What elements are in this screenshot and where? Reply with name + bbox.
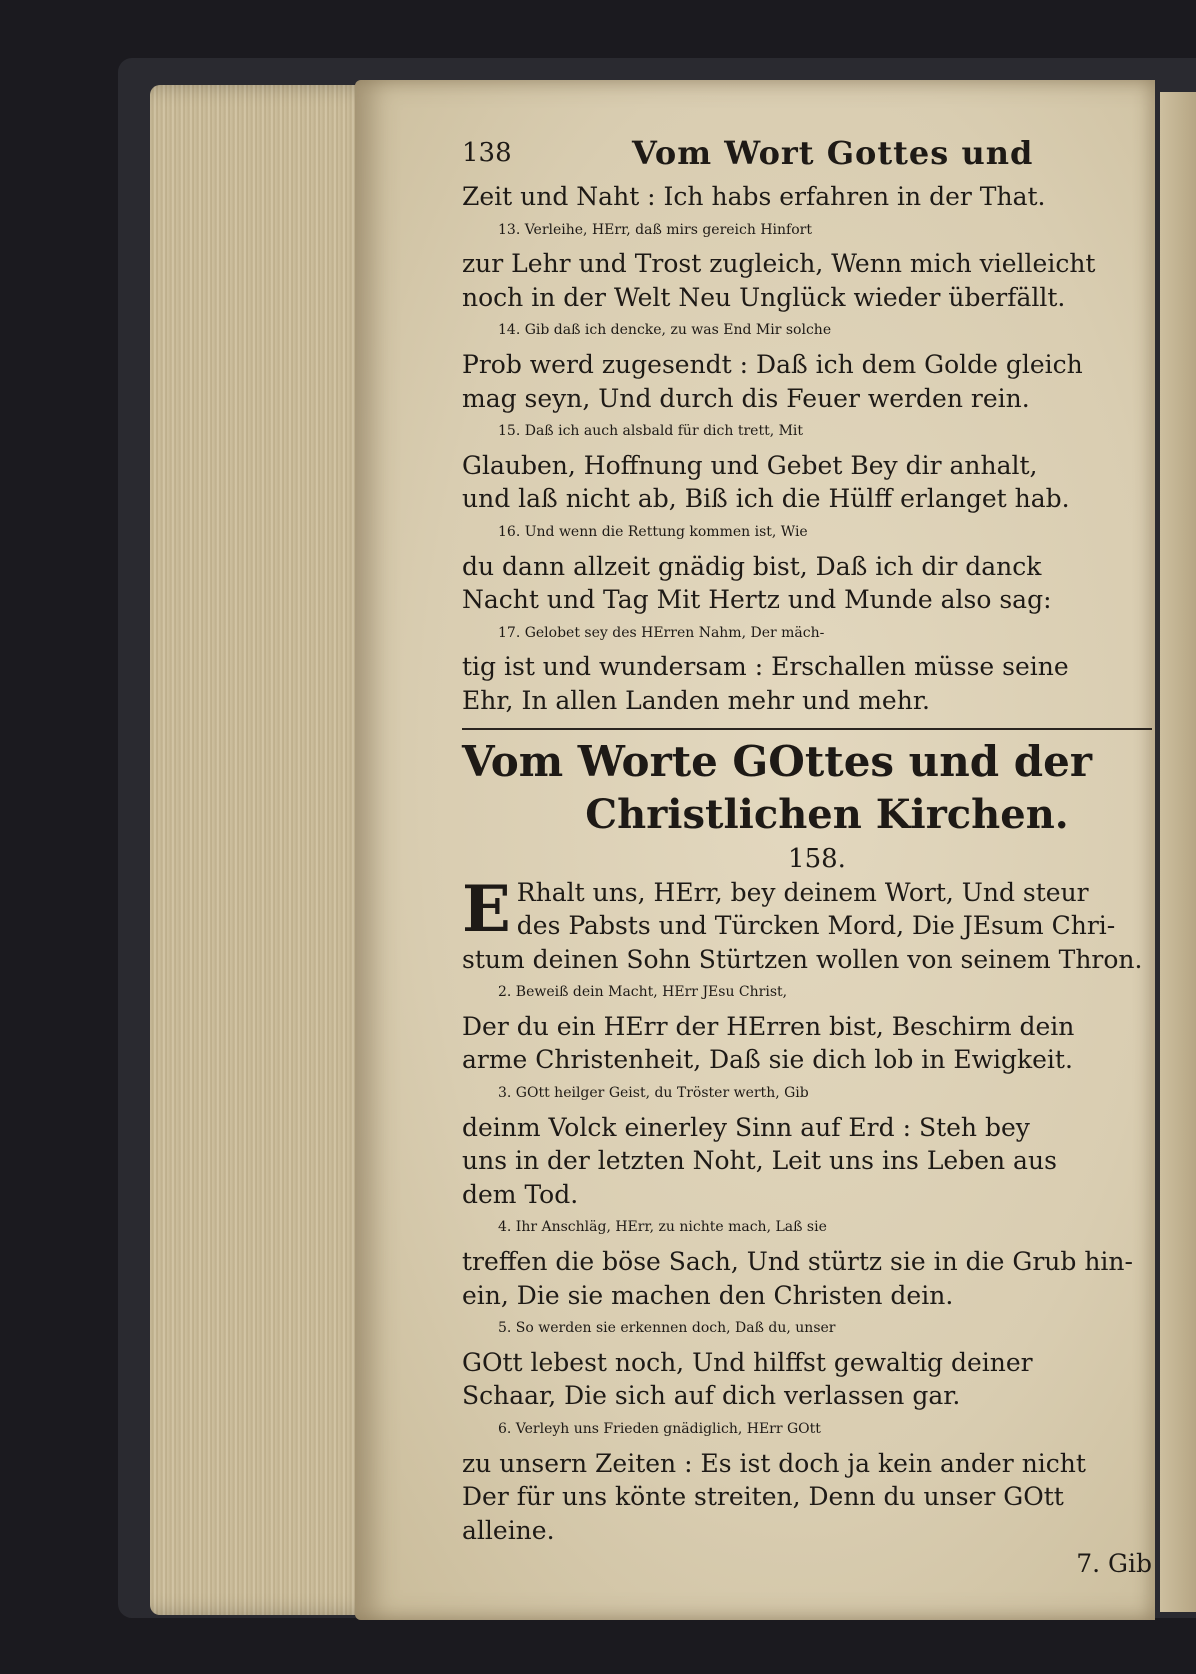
text-line: treffen die böse Sach, Und stürtz sie in die Grub hin-	[462, 1247, 1133, 1277]
text-line: alleine.	[462, 1515, 555, 1545]
text-line: Zeit und Naht : Ich habs erfahren in der That.	[462, 182, 1046, 211]
page-text	[462, 128, 1152, 1581]
text-line: mag seyn, Und durch dis Feuer werden rein.	[462, 383, 1030, 413]
text-line: uns in der letzten Noht, Leit uns ins Leben aus	[462, 1146, 1057, 1176]
section-title: Vom Worte GOttes und der	[462, 736, 1092, 786]
facing-page-edge	[1160, 92, 1196, 1612]
section-divider	[462, 728, 1152, 730]
text-line: noch in der Welt Neu Unglück wieder überfällt.	[462, 282, 1066, 312]
page-number: 138	[462, 138, 512, 168]
catchword-row	[462, 1547, 1152, 1581]
text-line: Nacht und Tag Mit Hertz und Munde also sag:	[462, 585, 1052, 615]
text-line: 6. Verleyh uns Frieden gnädiglich, HErr GOtt	[498, 1421, 821, 1437]
text-line: zu unsern Zeiten : Es ist doch ja kein ander nicht	[462, 1448, 1086, 1478]
text-line: 13. Verleihe, HErr, daß mirs gereich Hinfort	[498, 221, 812, 238]
text-line: arme Christenheit, Daß sie dich lob in Ewigkeit.	[462, 1045, 1073, 1075]
text-line: ein, Die sie machen den Christen dein.	[462, 1280, 954, 1310]
hymn-opening	[462, 871, 1152, 947]
text-line: stum deinen Sohn Stürtzen wollen von seinem Thron.	[462, 944, 1143, 974]
text-line: dem Tod.	[462, 1179, 579, 1209]
catchword: 7. Gib	[1076, 1549, 1152, 1579]
drop-cap: E	[462, 871, 511, 947]
running-title: Vom Wort Gottes und	[632, 134, 1034, 172]
page-header	[462, 128, 1152, 180]
text-line: 14. Gib daß ich dencke, zu was End Mir solche	[498, 322, 832, 339]
text-line: zur Lehr und Trost zugleich, Wenn mich vielleicht	[462, 249, 1096, 279]
hymn-line: Rhalt uns, HErr, bey deinem Wort, Und steur	[516, 877, 1089, 907]
text-line: Ehr, In allen Landen mehr und mehr.	[462, 685, 930, 715]
text-line: 3. GOtt heilger Geist, du Tröster werth, Gib	[498, 1085, 809, 1102]
hymn-line: des Pabsts und Türcken Mord, Die JEsum Chri-	[516, 911, 1116, 941]
text-line: Der für uns könte streiten, Denn du unser GOtt	[462, 1482, 1064, 1512]
text-line: Schaar, Die sich auf dich verlassen gar.	[462, 1381, 961, 1411]
page-edges	[150, 85, 380, 1615]
text-line: 16. Und wenn die Rettung kommen ist, Wie	[498, 523, 808, 540]
text-line: GOtt lebest noch, Und hilffst gewaltig deiner	[462, 1347, 1033, 1377]
hymn-number: 158.	[788, 843, 846, 874]
text-line: 17. Gelobet sey des HErren Nahm, Der mäch-	[498, 624, 825, 641]
previous-hymn-text	[462, 180, 1152, 718]
text-line: 4. Ihr Anschläg, HErr, zu nichte mach, Laß sie	[498, 1219, 827, 1236]
text-line: 15. Daß ich auch alsbald für dich trett, Mit	[498, 423, 804, 440]
text-line: deinm Volck einerley Sinn auf Erd : Steh bey	[462, 1112, 1030, 1142]
section-subtitle: Christlichen Kirchen.	[585, 790, 1069, 838]
text-line: Prob werd zugesendt : Daß ich dem Golde gleich	[462, 349, 1083, 379]
text-line: tig ist und wundersam : Erschallen müsse seine	[462, 652, 1069, 682]
text-line: Glauben, Hoffnung und Gebet Bey dir anhalt,	[462, 450, 1038, 480]
hymn-text	[462, 943, 1152, 1548]
text-line: du dann allzeit gnädig bist, Daß ich dir danck	[462, 551, 1042, 581]
text-line: 5. So werden sie erkennen doch, Daß du, unser	[498, 1320, 836, 1337]
text-line: 2. Beweiß dein Macht, HErr JEsu Christ,	[498, 984, 788, 1001]
text-line: und laß nicht ab, Biß ich die Hülff erlanget hab.	[462, 484, 1070, 514]
text-line: Der du ein HErr der HErren bist, Beschirm dein	[462, 1011, 1075, 1041]
